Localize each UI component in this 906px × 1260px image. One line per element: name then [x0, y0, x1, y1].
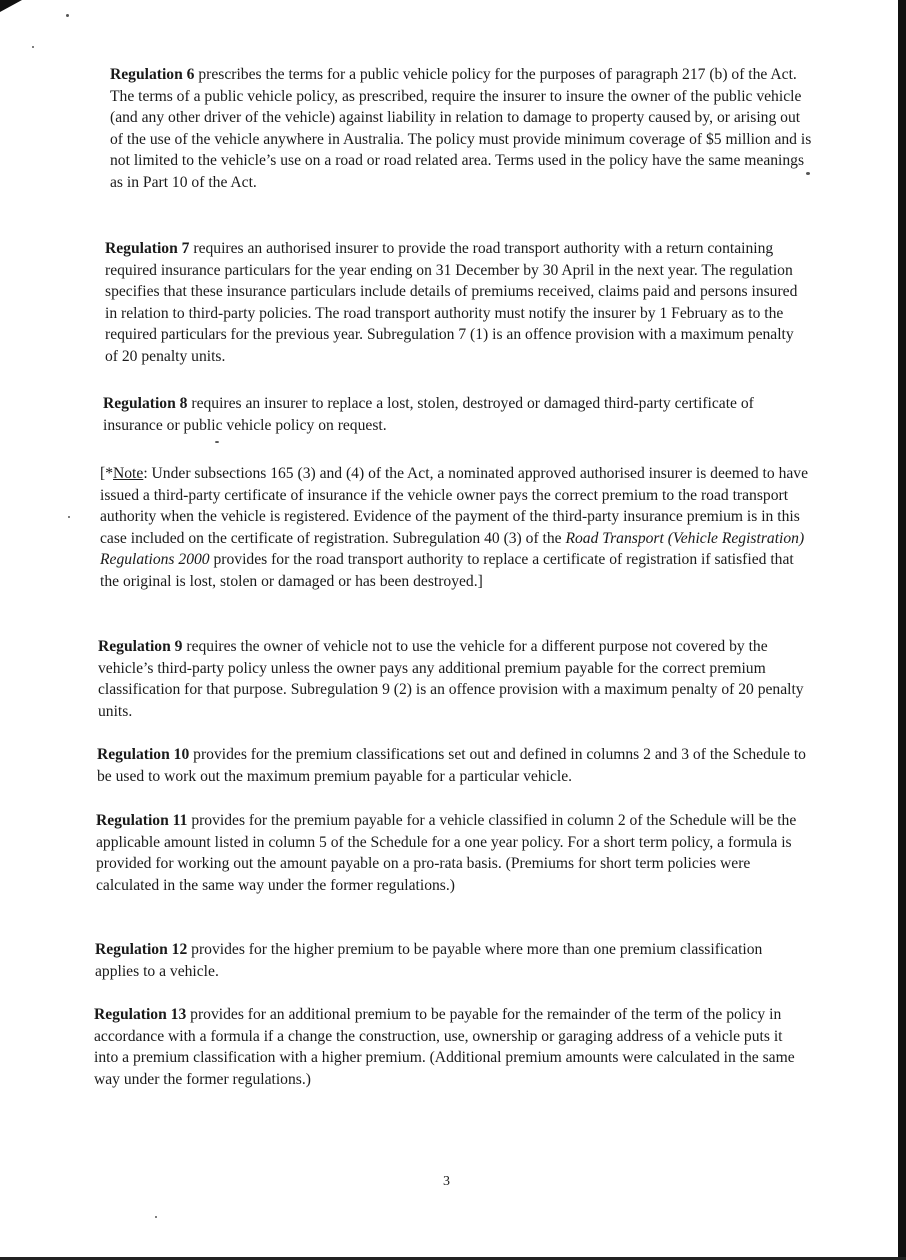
scan-speck [215, 441, 219, 443]
scan-speck [68, 516, 70, 518]
paragraph-text: provides for an additional premium to be payable for the remainder of the term of the policy in accordance with a formula if a change the construction, use, ownership or garaging address of a vehicle puts it into a premium classification with a higher premium. (Additional premium amounts were calculated in the same way under the former regulations.) [94, 1006, 795, 1088]
paragraph-regulation-13 [94, 1004, 806, 1090]
paragraph-text: provides for the premium payable for a vehicle classified in column 2 of the Schedule will be the applicable amount listed in column 5 of the Schedule for a one year policy. For a short term policy, a formula is provided for working out the amount payable on a pro-rata basis. (Premiums for short term policies were calculated in the same way under the former regulations.) [96, 812, 797, 894]
paragraph-text: requires the owner of vehicle not to use the vehicle for a different purpose not covered by the vehicle’s third-party policy unless the owner pays any additional premium payable for the correct premium classification for that purpose. Subregulation 9 (2) is an offence provision with a maximum penalty of 20 penalty units. [98, 638, 804, 720]
paragraph-text: provides for the higher premium to be payable where more than one premium classification applies to a vehicle. [95, 941, 763, 980]
paragraph-regulation-8 [103, 393, 803, 436]
paragraph-text: provides for the premium classifications set out and defined in columns 2 and 3 of the Schedule to be used to work out the maximum premium payable for a particular vehicle. [97, 746, 806, 785]
regulation-heading: Regulation 8 [103, 395, 188, 412]
regulation-heading: Regulation 11 [96, 812, 188, 829]
regulation-heading: Regulation 13 [94, 1006, 187, 1023]
scan-speck [155, 1216, 157, 1218]
scan-edge-right [898, 0, 906, 1260]
paragraph-regulation-10 [97, 744, 809, 787]
note-text: : Under subsections 165 (3) and (4) of the Act, a nominated approved authorised insurer is deemed to have issued a third-party certificate of insurance if the vehicle owner pays the correct premium to the road transport authority when the vehicle is registered. Evidence of the payment of the third-party insurance premium is in this case included on the certificate of registration. Subregulation 40 (3) of the [100, 465, 809, 547]
regulation-heading: Regulation 12 [95, 941, 188, 958]
regulation-heading: Regulation 6 [110, 66, 195, 83]
paragraph-regulation-7 [105, 238, 810, 368]
paragraph-text: requires an insurer to replace a lost, stolen, destroyed or damaged third-party certificate of insurance or public vehicle policy on request. [103, 395, 754, 434]
paragraph-regulation-11 [96, 810, 798, 896]
note-open-bracket: [* [100, 465, 113, 482]
scan-speck [32, 46, 34, 48]
scan-speck [66, 14, 69, 17]
paragraph-regulation-9 [98, 636, 810, 722]
scan-corner-mark [0, 0, 22, 12]
page-number: 3 [443, 1174, 450, 1189]
paragraph-regulation-12 [95, 939, 795, 982]
regulation-heading: Regulation 10 [97, 746, 190, 763]
paragraph-text: prescribes the terms for a public vehicle policy for the purposes of paragraph 217 (b) of the Act. The terms of a public vehicle policy, as prescribed, require the insurer to insure the owner of the public vehicle (and any other driver of the vehicle) against liability in relation to damage to property caused by, or arising out of the use of the vehicle anywhere in Australia. The policy must provide minimum coverage of $5 million and is not limited to the vehicle’s use on a road or road related area. Terms used in the policy have the same meanings as in Part 10 of the Act. [110, 66, 812, 191]
paragraph-regulation-6 [110, 64, 812, 194]
note-text-end: provides for the road transport authority to replace a certificate of registration if satisfied that the original is lost, stolen or damaged or has been destroyed.] [100, 551, 794, 590]
note-regulation-title: Road Transport (Vehicle Registration) Regulations 2000 [100, 529, 805, 569]
paragraph-text: requires an authorised insurer to provide the road transport authority with a return containing required insurance particulars for the year ending on 31 December by 30 April in the next year. The regulation specifies that these insurance particulars include details of premiums received, claims paid and persons insured in relation to third-party policies. The road transport authority must notify the insurer by 1 February as to the required particulars for the previous year. Subregulation 7 (1) is an offence provision with a maximum penalty of 20 penalty units. [105, 240, 798, 365]
paragraph-note [100, 463, 810, 593]
note-label: Note [113, 465, 144, 482]
regulation-heading: Regulation 7 [105, 240, 190, 257]
regulation-heading: Regulation 9 [98, 638, 183, 655]
